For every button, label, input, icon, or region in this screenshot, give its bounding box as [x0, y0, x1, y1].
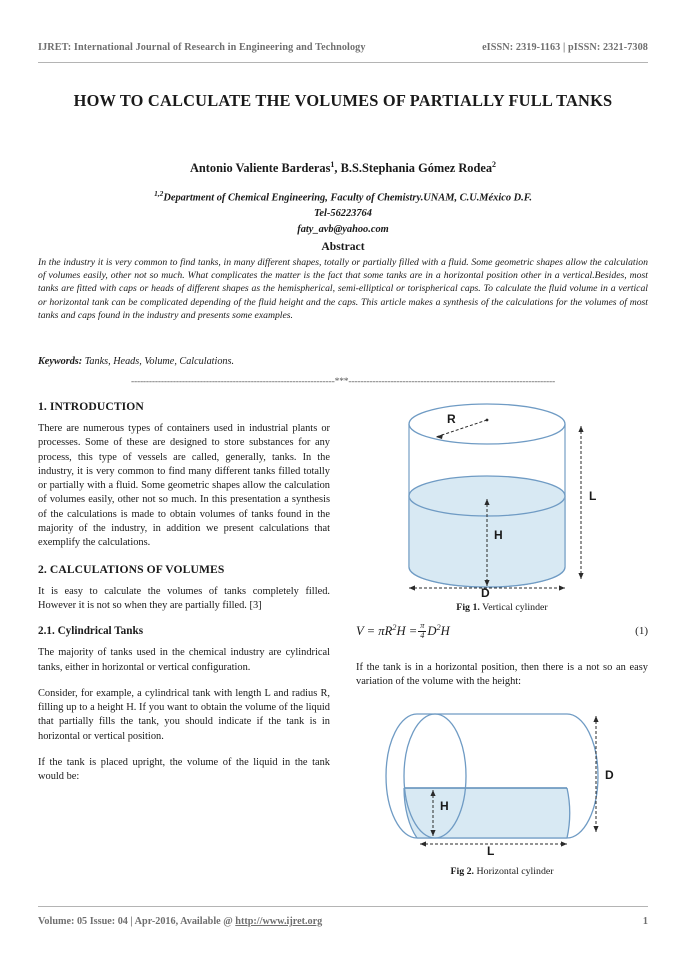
footer-url[interactable]: http://www.ijret.org — [235, 916, 323, 927]
header-rule — [38, 62, 648, 63]
equation-1-term1-exponent: 2 — [392, 623, 397, 632]
figure1-caption-number: Fig 1. — [456, 602, 480, 613]
label-length-l2: L — [487, 843, 495, 858]
label-length-l: L — [589, 489, 597, 503]
label-radius-r: R — [447, 412, 456, 426]
equation-1-fraction — [418, 622, 426, 640]
footer-volume-info — [38, 916, 322, 927]
figure1-caption — [356, 602, 648, 613]
equation-1-term2-exponent: 2 — [436, 623, 441, 632]
equation-1-term2-tail: H — [440, 624, 450, 639]
paragraph-introduction: There are numerous types of containers used in industrial plants or processes. Some of these are designed to store substances for any process, this type of vessels are called, generally, tanks. In the industry, it is very common to find many different tanks filled totally or partially with a fluid. Some geometric shapes allow the calculation of volumes easily, other not so much. In this presentation a synthesis of the calculations is made to obtain volumes of tanks found in the majority of the industry, in addition we present calculations that exemplify the calculations. — [38, 423, 330, 549]
abstract-heading: Abstract — [321, 240, 365, 253]
equation-1-frac-denominator: 4 — [418, 631, 426, 641]
paragraph-cylindrical-3: If the tank is placed upright, the volume of the liquid in the tank would be: — [38, 757, 330, 783]
horizontal-cylinder-drawing — [356, 702, 648, 862]
paragraph-cylindrical-1: The majority of tanks used in the chemical industry are cylindrical tanks, either in horizontal or vertical configuration. — [38, 647, 330, 673]
equation-1-equals-2: = — [408, 624, 418, 639]
figure-horizontal-cylinder — [356, 702, 648, 862]
equation-1-equals: = — [366, 624, 376, 639]
equation-1-term1-tail: H — [396, 624, 406, 639]
heading-calculations: 2. CALCULATIONS OF VOLUMES — [38, 562, 225, 576]
figure1-caption-text: Vertical cylinder — [479, 602, 548, 613]
author-2-affil-marker: 2 — [492, 160, 497, 169]
author-1-affil-marker: 1 — [330, 160, 335, 169]
keywords — [38, 356, 648, 367]
equation-1 — [356, 623, 450, 641]
paragraph-horizontal: If the tank is in a horizontal position, then there is a not so an easy variation of the volume with the height: — [356, 662, 648, 688]
label-diameter-d2: D — [605, 767, 614, 782]
keywords-label: Keywords: — [38, 356, 83, 367]
author-separator: , — [334, 161, 341, 176]
vertical-cylinder-drawing — [356, 400, 648, 598]
right-column — [356, 400, 648, 877]
equation-1-term2: D — [427, 624, 437, 639]
affiliation-phone: Tel-56223764 — [314, 208, 372, 220]
figure2-caption-text: Horizontal cylinder — [474, 865, 554, 877]
author-1: Antonio Valiente Barderas — [189, 161, 331, 176]
figure-vertical-cylinder — [356, 400, 648, 598]
paragraph-calculations: It is easy to calculate the volumes of tanks completely filled. However it is not so when they are partially filled. [3] — [38, 585, 330, 611]
section-separator: --------------------------------------------------------------------***--------------------------------------------------------------------- — [130, 376, 556, 387]
author-list — [53, 160, 633, 176]
label-height-h2: H — [440, 798, 449, 813]
label-height-h: H — [494, 528, 503, 542]
keywords-value: Tanks, Heads, Volume, Calculations. — [82, 356, 235, 367]
figure2-caption — [356, 866, 648, 877]
heading-cylindrical-tanks: 2.1. Cylindrical Tanks — [38, 625, 144, 638]
heading-introduction: 1. INTRODUCTION — [38, 400, 144, 413]
equation-1-lhs: V — [356, 624, 364, 639]
figure2-caption-number: Fig 2. — [450, 865, 475, 877]
affiliation-email: faty_avb@yahoo.com — [297, 223, 389, 235]
label-diameter-d: D — [481, 586, 490, 600]
footer-rule — [38, 906, 648, 907]
page-title: HOW TO CALCULATE THE VOLUMES OF PARTIALLY FULL TANKS — [73, 91, 613, 110]
affiliation-block — [53, 186, 633, 237]
affiliation-line: Department of Chemical Engineering, Faculty of Chemistry.UNAM, C.U.México D.F. — [163, 192, 532, 204]
equation-1-row — [356, 623, 648, 649]
running-head — [38, 42, 648, 53]
left-column — [38, 400, 330, 797]
page-number: 1 — [642, 916, 648, 927]
abstract-text: In the industry it is very common to find tanks, in many different shapes, totally or partially filled with a fluid. Some geometric shapes allow the calculation of volumes easily, other not so much. What complicates the matter is the fact that some tanks are in a horizontal position other in a vertical.Besides, most tanks are fitted with caps or heads of different shapes as the hemispherical, semi-elliptical or torispherical caps. To calculate the fluid volume in a vertical or horizontal tank can be complicated depending of the fluid height and the caps. This article makes a synthesis of the calculations for the volumes of most tanks and caps found in the industry and presents some examples. — [38, 257, 648, 321]
affiliation-marker: 1,2 — [154, 189, 164, 198]
page-footer — [38, 916, 648, 927]
author-2: B.S.Stephania Gómez Rodea — [340, 161, 493, 176]
equation-1-term1: πR — [378, 624, 393, 639]
issn-info: eISSN: 2319-1163 | pISSN: 2321-7308 — [482, 42, 648, 53]
footer-volume-text: Volume: 05 Issue: 04 | Apr-2016, Available @ — [38, 916, 236, 927]
journal-name: IJRET: International Journal of Research in Engineering and Technology — [38, 42, 366, 53]
equation-1-frac-numerator: π — [420, 621, 425, 631]
paragraph-cylindrical-2: Consider, for example, a cylindrical tank with length L and radius R, filling up to a height H. If you want to obtain the volume of the liquid that partially fills the tank, you should indicate if the tank is in horizontal or vertical position. — [38, 687, 330, 742]
equation-1-number: (1) — [635, 625, 648, 637]
